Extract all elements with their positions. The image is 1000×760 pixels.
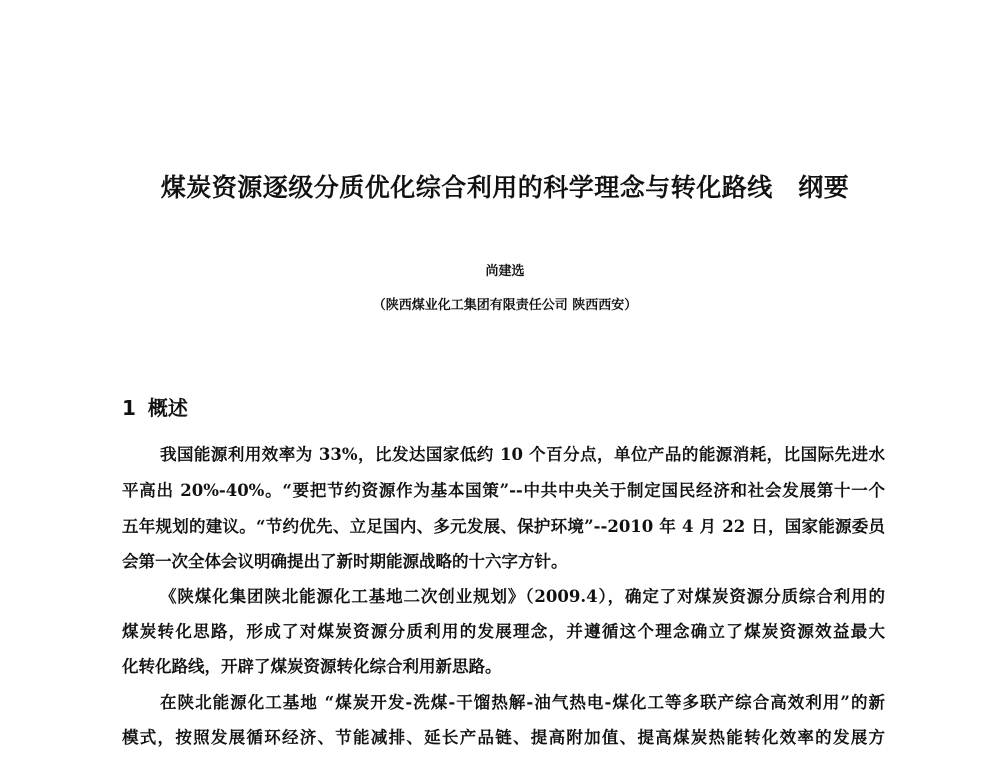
text-line: 五年规划的建议。“节约优先、立足国内、多元发展、保护环境”--2010 年 4 月 22 日，国家能源委员 bbox=[122, 517, 885, 536]
text-line: 会第一次全体会议明确提出了新时期能源战略的十六字方针。 bbox=[122, 552, 568, 571]
document-title: 煤炭资源逐级分质优化综合利用的科学理念与转化路线 纲要 bbox=[160, 173, 850, 202]
text-line: 我国能源利用效率为 33%，比发达国家低约 10 个百分点，单位产品的能源消耗，比国际先进水 bbox=[160, 445, 885, 464]
text-line: 平高出 20%-40%。“要把节约资源作为基本国策”--中共中央关于制定国民经济和社会发展第十一个 bbox=[122, 481, 885, 500]
section-number: 1 bbox=[122, 396, 136, 420]
section-title: 概述 bbox=[147, 396, 188, 420]
section-heading bbox=[122, 392, 200, 421]
text-line: 模式，按照发展循环经济、节能减排、延长产品链、提高附加值、提高煤炭热能转化效率的发展方 bbox=[122, 728, 885, 747]
text-line: 《陕煤化集团陕北能源化工基地二次创业规划》（2009.4），确定了对煤炭资源分质综合利用的 bbox=[160, 587, 885, 606]
text-line: 煤炭转化思路，形成了对煤炭资源分质利用的发展理念，并遵循这个理念确立了煤炭资源效益最大 bbox=[122, 622, 885, 641]
author-name: 尚建选 bbox=[485, 264, 525, 279]
text-line: 化转化路线，开辟了煤炭资源转化综合利用新思路。 bbox=[122, 657, 502, 676]
text-line: 在陕北能源化工基地 “煤炭开发-洗煤-干馏热解-油气热电-煤化工等多联产综合高效利用”的新 bbox=[160, 693, 885, 712]
author-affiliation: （陕西煤业化工集团有限责任公司 陕西西安） bbox=[372, 298, 638, 313]
